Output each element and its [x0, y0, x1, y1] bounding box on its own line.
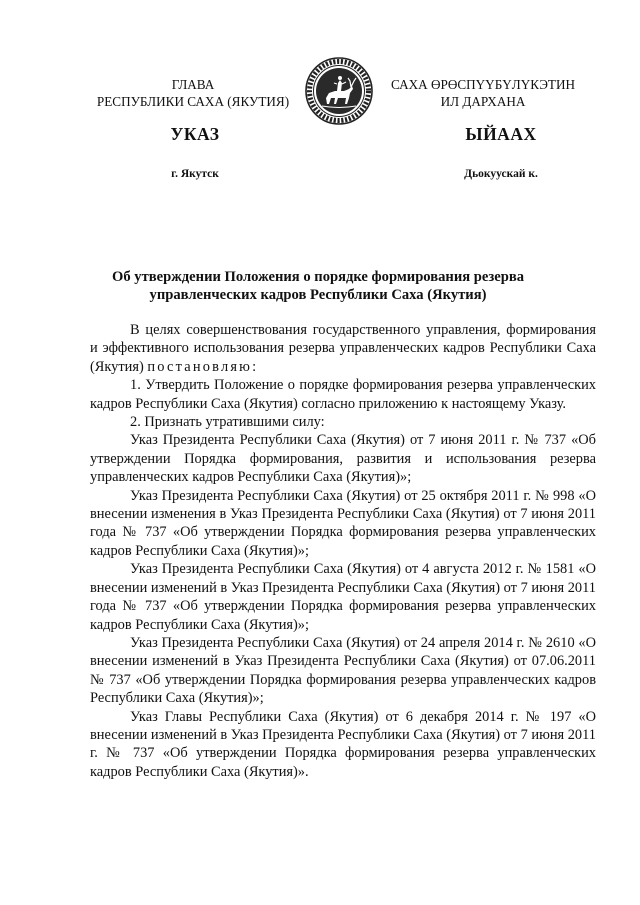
- issuer-line-1-sakha: САХА ӨРӨСПҮҮБҮЛҮКЭТИН: [390, 77, 576, 92]
- issuer-header-sakha: [372, 76, 594, 110]
- document-title: [90, 268, 546, 304]
- intro-end: :: [252, 358, 257, 375]
- city-sakha: Дьокуускай к.: [464, 168, 538, 180]
- item-2: 2. Признать утратившими силу:: [130, 414, 325, 431]
- issuer-line-1: ГЛАВА: [171, 77, 215, 92]
- issuer-header-ru: [78, 76, 308, 110]
- issuer-line-2: РЕСПУБЛИКИ САХА (ЯКУТИЯ): [96, 94, 290, 109]
- repealed-decree-3: Указ Президента Республики Саха (Якутия) от 4 августа 2012 г. № 1581 «О внесении изменений в Указ Президента Республики Саха (Якутия) от 7 июня 2011 года № 737 «Об утверждении Порядка формирования резерва управленческих кадров Республики Саха (Якутия)»;: [90, 561, 596, 633]
- document-title-line-1: Об утверждении Положения о порядке формирования резерва: [111, 269, 525, 285]
- repealed-decree-5: Указ Главы Республики Саха (Якутия) от 6 декабря 2014 г. № 197 «О внесении изменений в Указ Президента Республики Саха (Якутия) от 7 июня 2011 г. № 737 «Об утверждении Порядка формирования резерва управленческих кадров Республики Саха (Якутия)».: [90, 708, 596, 780]
- intro-paragraph: [90, 321, 596, 376]
- repealed-decree-4: Указ Президента Республики Саха (Якутия) от 24 апреля 2014 г. № 2610 «О внесении изменений в Указ Президента Республики Саха (Якутия) от 07.06.2011 № 737 «Об утверждении Порядка формирования резерва управленческих кадров Республики Саха (Якутия)»;: [90, 634, 596, 707]
- intro-text: В целях совершенствования государственного управления, формирования и эффективного использования резерва управленческих кадров Республики Саха (Якутия): [90, 322, 596, 375]
- coat-of-arms-emblem-icon: [304, 56, 374, 126]
- document-title-line-2: управленческих кадров Республики Саха (Якутия): [149, 287, 487, 303]
- decree-title-sakha: ЫЙААХ: [465, 124, 537, 144]
- repealed-decree-1: Указ Президента Республики Саха (Якутия) от 7 июня 2011 г. № 737 «Об утверждении Порядка формирования, развития и использования резерва управленческих кадров Республики Саха (Якутия)»;: [90, 432, 596, 486]
- city-ru: г. Якутск: [171, 168, 219, 180]
- repealed-decree-2: Указ Президента Республики Саха (Якутия) от 25 октября 2011 г. № 998 «О внесении изменения в Указ Президента Республики Саха (Якутия) от 7 июня 2011 года № 737 «Об утверждении Порядка формирования резерва управленческих кадров Республики Саха (Якутия)»;: [90, 487, 596, 559]
- decree-word: постановляю: [147, 358, 253, 375]
- decree-title-ru: УКАЗ: [170, 124, 220, 144]
- issuer-line-2-sakha: ИЛ ДАРХАНА: [440, 94, 526, 109]
- item-1: 1. Утвердить Положение о порядке формирования резерва управленческих кадров Республики Саха (Якутия) согласно приложению к настоящему Указу.: [90, 377, 596, 412]
- document-body: [90, 321, 596, 781]
